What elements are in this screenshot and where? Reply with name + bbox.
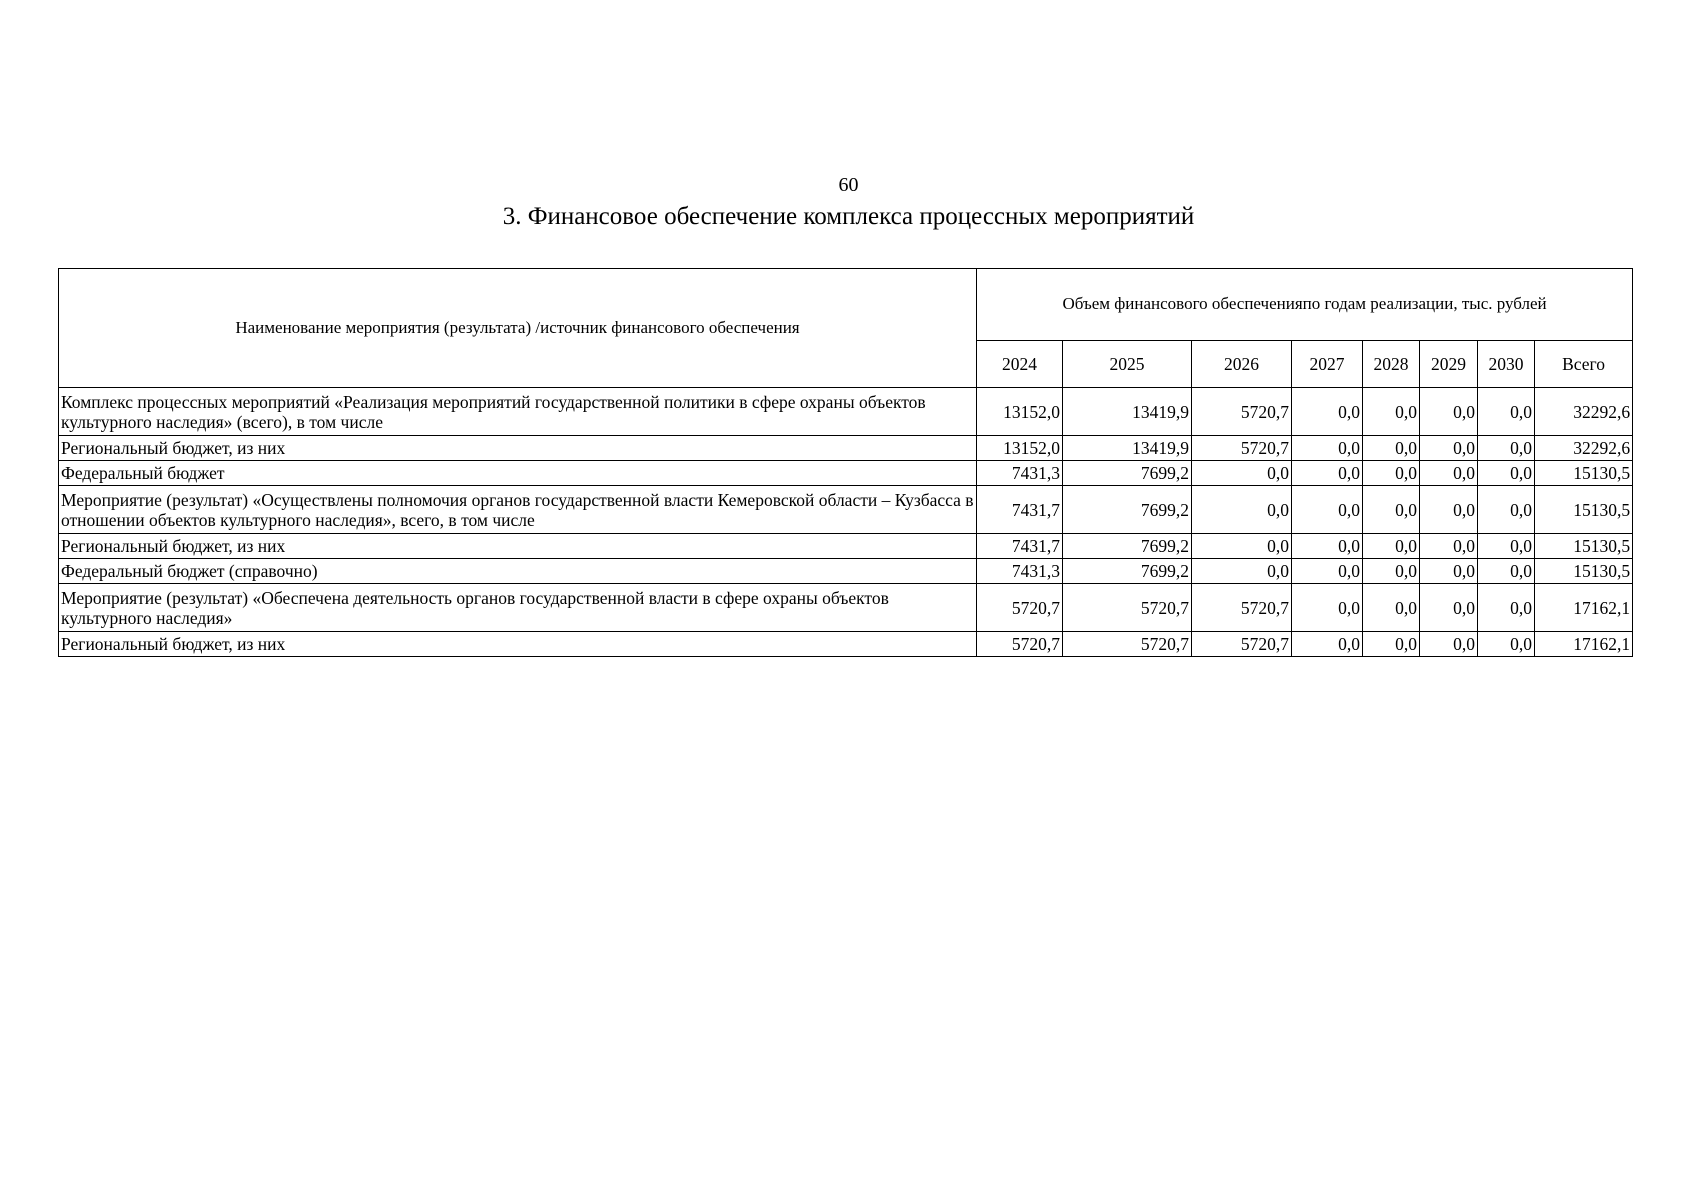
cell-total: 15130,5 bbox=[1535, 461, 1633, 486]
cell-value: 0,0 bbox=[1420, 388, 1478, 436]
cell-value: 0,0 bbox=[1420, 632, 1478, 657]
cell-value: 7699,2 bbox=[1063, 486, 1192, 534]
financing-table bbox=[58, 268, 1633, 657]
table-row bbox=[59, 486, 1633, 534]
cell-value: 0,0 bbox=[1292, 584, 1363, 632]
cell-value: 0,0 bbox=[1363, 632, 1420, 657]
cell-value: 5720,7 bbox=[977, 632, 1063, 657]
cell-value: 7699,2 bbox=[1063, 559, 1192, 584]
cell-value: 0,0 bbox=[1363, 461, 1420, 486]
header-year: 2028 bbox=[1363, 340, 1420, 387]
page-number: 60 bbox=[838, 174, 859, 196]
cell-value: 5720,7 bbox=[1192, 584, 1292, 632]
cell-value: 5720,7 bbox=[1063, 632, 1192, 657]
table-row bbox=[59, 461, 1633, 486]
cell-value: 0,0 bbox=[1292, 486, 1363, 534]
cell-value: 0,0 bbox=[1478, 534, 1535, 559]
cell-value: 0,0 bbox=[1363, 584, 1420, 632]
cell-value: 0,0 bbox=[1478, 559, 1535, 584]
header-year: 2026 bbox=[1192, 340, 1292, 387]
cell-total: 32292,6 bbox=[1535, 436, 1633, 461]
cell-total: 32292,6 bbox=[1535, 388, 1633, 436]
cell-value: 0,0 bbox=[1478, 486, 1535, 534]
row-name: Мероприятие (результат) «Обеспечена деятельность органов государственной власти в сфере охраны объектов культурного наследия» bbox=[59, 584, 977, 632]
cell-value: 0,0 bbox=[1420, 461, 1478, 486]
cell-total: 17162,1 bbox=[1535, 584, 1633, 632]
cell-total: 15130,5 bbox=[1535, 534, 1633, 559]
cell-value: 0,0 bbox=[1292, 461, 1363, 486]
table-row bbox=[59, 388, 1633, 436]
cell-value: 0,0 bbox=[1363, 559, 1420, 584]
row-name: Региональный бюджет, из них bbox=[59, 534, 977, 559]
cell-value: 13152,0 bbox=[977, 436, 1063, 461]
cell-value: 5720,7 bbox=[1192, 388, 1292, 436]
cell-value: 13419,9 bbox=[1063, 436, 1192, 461]
row-name: Федеральный бюджет (справочно) bbox=[59, 559, 977, 584]
cell-value: 0,0 bbox=[1192, 534, 1292, 559]
cell-value: 0,0 bbox=[1420, 584, 1478, 632]
cell-total: 17162,1 bbox=[1535, 632, 1633, 657]
cell-value: 0,0 bbox=[1420, 534, 1478, 559]
cell-value: 7431,3 bbox=[977, 461, 1063, 486]
row-name: Комплекс процессных мероприятий «Реализация мероприятий государственной политики в сфере охраны объектов культурного наследия» (всего), в том числе bbox=[59, 388, 977, 436]
table-row bbox=[59, 632, 1633, 657]
header-year: 2024 bbox=[977, 340, 1063, 387]
cell-value: 0,0 bbox=[1192, 461, 1292, 486]
cell-value: 7699,2 bbox=[1063, 461, 1192, 486]
cell-value: 0,0 bbox=[1478, 632, 1535, 657]
cell-value: 0,0 bbox=[1363, 534, 1420, 559]
cell-value: 0,0 bbox=[1192, 559, 1292, 584]
cell-value: 0,0 bbox=[1292, 388, 1363, 436]
cell-value: 0,0 bbox=[1292, 436, 1363, 461]
cell-value: 0,0 bbox=[1292, 534, 1363, 559]
header-year: 2030 bbox=[1478, 340, 1535, 387]
header-group: Объем финансового обеспеченияпо годам реализации, тыс. рублей bbox=[977, 269, 1633, 341]
page-title: 3. Финансовое обеспечение комплекса процессных мероприятий bbox=[502, 203, 1195, 230]
cell-total: 15130,5 bbox=[1535, 559, 1633, 584]
cell-value: 0,0 bbox=[1292, 632, 1363, 657]
header-total: Всего bbox=[1535, 340, 1633, 387]
cell-value: 0,0 bbox=[1420, 559, 1478, 584]
cell-value: 0,0 bbox=[1420, 436, 1478, 461]
row-name: Региональный бюджет, из них bbox=[59, 632, 977, 657]
cell-value: 5720,7 bbox=[977, 584, 1063, 632]
header-year: 2029 bbox=[1420, 340, 1478, 387]
cell-total: 15130,5 bbox=[1535, 486, 1633, 534]
cell-value: 7431,3 bbox=[977, 559, 1063, 584]
cell-value: 5720,7 bbox=[1192, 436, 1292, 461]
header-year: 2027 bbox=[1292, 340, 1363, 387]
row-name: Федеральный бюджет bbox=[59, 461, 977, 486]
cell-value: 0,0 bbox=[1192, 486, 1292, 534]
row-name: Региональный бюджет, из них bbox=[59, 436, 977, 461]
header-year: 2025 bbox=[1063, 340, 1192, 387]
cell-value: 13152,0 bbox=[977, 388, 1063, 436]
table-row bbox=[59, 584, 1633, 632]
cell-value: 7699,2 bbox=[1063, 534, 1192, 559]
cell-value: 5720,7 bbox=[1192, 632, 1292, 657]
cell-value: 0,0 bbox=[1363, 388, 1420, 436]
cell-value: 0,0 bbox=[1478, 436, 1535, 461]
cell-value: 13419,9 bbox=[1063, 388, 1192, 436]
cell-value: 0,0 bbox=[1363, 436, 1420, 461]
table-row bbox=[59, 436, 1633, 461]
cell-value: 0,0 bbox=[1478, 461, 1535, 486]
table-row bbox=[59, 534, 1633, 559]
cell-value: 0,0 bbox=[1420, 486, 1478, 534]
cell-value: 7431,7 bbox=[977, 486, 1063, 534]
cell-value: 0,0 bbox=[1363, 486, 1420, 534]
cell-value: 0,0 bbox=[1292, 559, 1363, 584]
header-name: Наименование мероприятия (результата) /источник финансового обеспечения bbox=[59, 269, 977, 388]
cell-value: 7431,7 bbox=[977, 534, 1063, 559]
cell-value: 5720,7 bbox=[1063, 584, 1192, 632]
row-name: Мероприятие (результат) «Осуществлены полномочия органов государственной власти Кемеровской области – Кузбасса в отношении объектов культурного наследия», всего, в том числе bbox=[59, 486, 977, 534]
cell-value: 0,0 bbox=[1478, 584, 1535, 632]
cell-value: 0,0 bbox=[1478, 388, 1535, 436]
table-row bbox=[59, 559, 1633, 584]
